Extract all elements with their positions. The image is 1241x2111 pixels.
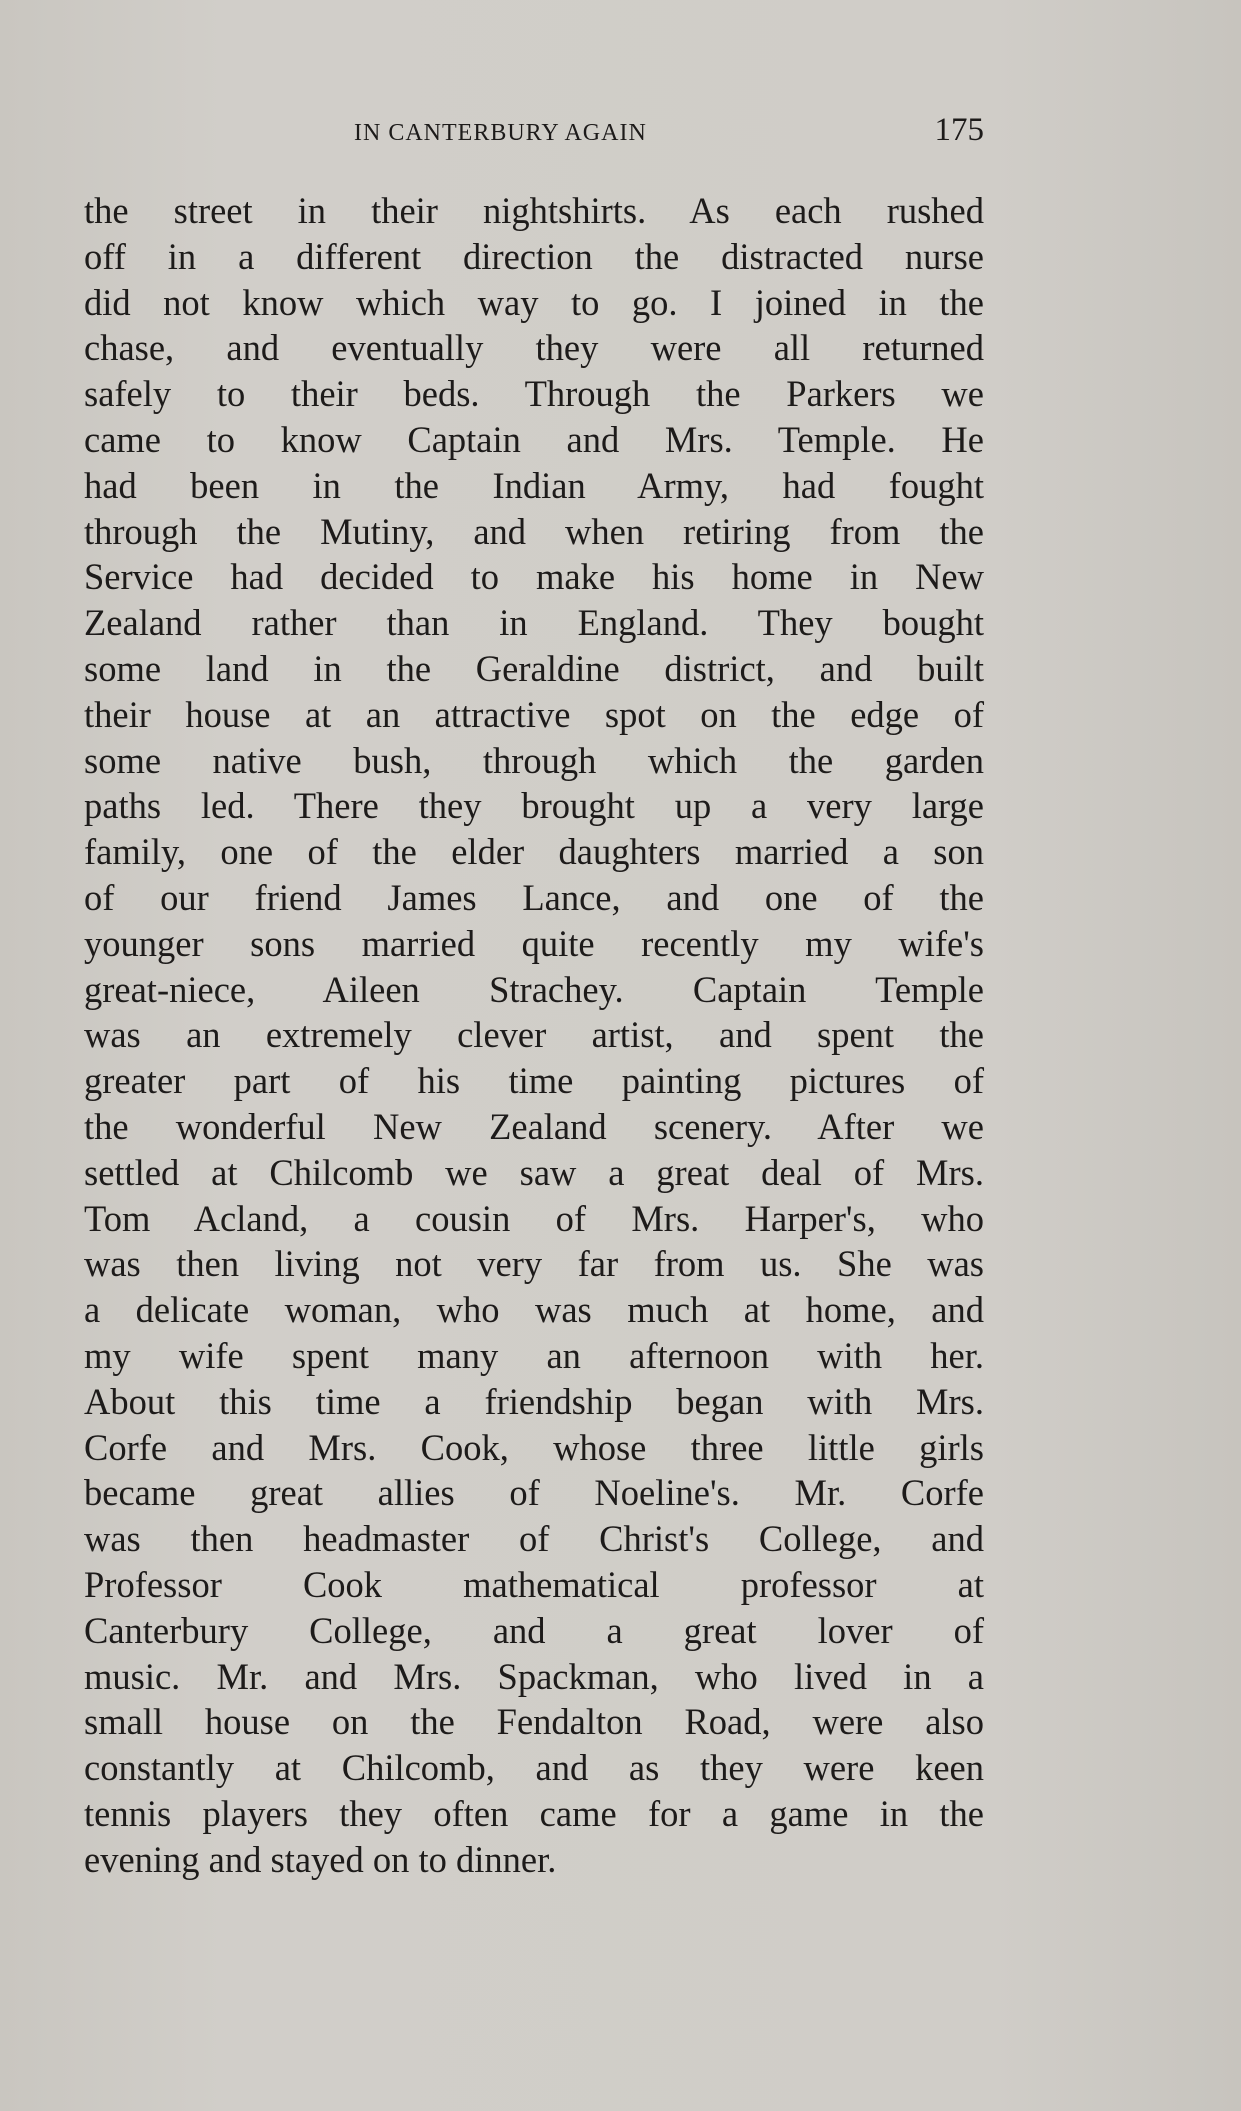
text-line-last: evening and stayed on to dinner. (84, 1838, 557, 1880)
text-line: younger sons married quite recently my wife's (84, 922, 984, 964)
text-line: off in a different direction the distracted nurse (84, 235, 984, 277)
text-line: had been in the Indian Army, had fought (84, 464, 984, 506)
text-line: the street in their nightshirts. As each rushed (84, 190, 984, 231)
page-number: 175 (934, 112, 984, 148)
text-line: safely to their beds. Through the Parkers we (84, 373, 984, 415)
text-line: Corfe and Mrs. Cook, whose three little girls (84, 1426, 984, 1468)
text-line: became great allies of Noeline's. Mr. Corfe (84, 1472, 984, 1514)
running-title: IN CANTERBURY AGAIN (354, 120, 647, 146)
text-line: was then living not very far from us. She was (84, 1243, 984, 1285)
text-line: Professor Cook mathematical professor at (84, 1563, 984, 1605)
text-line: Tom Acland, a cousin of Mrs. Harper's, who (84, 1197, 984, 1239)
text-line: music. Mr. and Mrs. Spackman, who lived in a (84, 1655, 984, 1697)
text-line: was an extremely clever artist, and spent the (84, 1014, 984, 1056)
text-line: the wonderful New Zealand scenery. After we (84, 1105, 984, 1147)
text-line: a delicate woman, who was much at home, and (84, 1289, 984, 1331)
text-line: came to know Captain and Mrs. Temple. He (84, 418, 984, 460)
text-line: some native bush, through which the garden (84, 739, 984, 781)
text-line: constantly at Chilcomb, and as they were keen (84, 1747, 984, 1789)
text-line: Canterbury College, and a great lover of (84, 1609, 984, 1651)
text-line: paths led. There they brought up a very large (84, 785, 984, 827)
text-line: About this time a friendship began with Mrs. (84, 1380, 984, 1422)
text-line: of our friend James Lance, and one of the (84, 876, 984, 918)
text-line: their house at an attractive spot on the edge of (84, 693, 984, 735)
text-line: great-niece, Aileen Strachey. Captain Temple (84, 968, 984, 1010)
text-line: tennis players they often came for a game in the (84, 1792, 984, 1834)
running-head (84, 112, 984, 152)
body-paragraph (84, 188, 984, 1882)
text-line: through the Mutiny, and when retiring from the (84, 510, 984, 552)
text-line: settled at Chilcomb we saw a great deal of Mrs. (84, 1151, 984, 1193)
text-line: Service had decided to make his home in New (84, 556, 984, 598)
text-line: did not know which way to go. I joined in the (84, 281, 984, 323)
text-line: my wife spent many an afternoon with her. (84, 1334, 984, 1376)
text-line: chase, and eventually they were all returned (84, 327, 984, 369)
text-line: small house on the Fendalton Road, were also (84, 1701, 984, 1743)
text-line: family, one of the elder daughters married a son (84, 831, 984, 873)
text-line: greater part of his time painting pictures of (84, 1060, 984, 1102)
text-line: some land in the Geraldine district, and built (84, 647, 984, 689)
text-line: Zealand rather than in England. They bought (84, 602, 984, 644)
text-line: was then headmaster of Christ's College, and (84, 1518, 984, 1560)
